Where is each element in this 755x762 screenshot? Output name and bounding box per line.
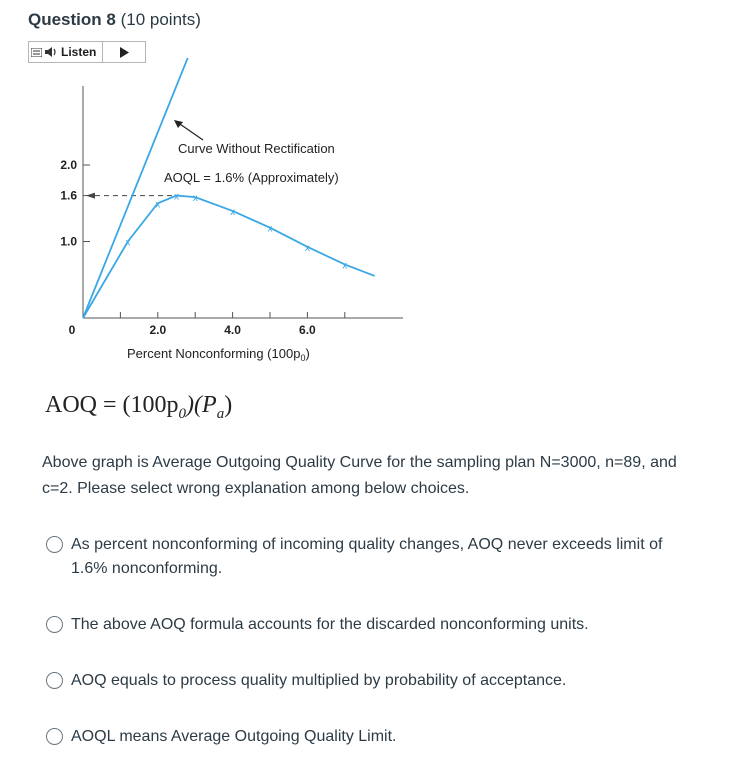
question-title: Question 8 <box>28 10 116 29</box>
aoq-chart <box>0 0 755 380</box>
x-axis-title <box>127 346 310 363</box>
x-axis-title-sub: 0 <box>300 353 306 363</box>
x-tick-label-2.0: 2.0 <box>149 323 167 337</box>
aoq-marker-0: x <box>125 237 131 249</box>
formula-lhs: AOQ <box>45 392 97 418</box>
aoq-marker-2: x <box>174 191 179 203</box>
choice-4-radio[interactable] <box>46 728 63 745</box>
chart-annotation-curve: Curve Without Rectification <box>178 141 335 156</box>
choice-2-radio[interactable] <box>46 616 63 633</box>
y-tick-label-1.6: 1.6 <box>60 188 77 203</box>
choice-1-text[interactable]: As percent nonconforming of incoming quality changes, AOQ never exceeds limit of 1.6% nonconforming. <box>71 536 663 577</box>
x-axis-title-prefix: Percent Nonconforming (100p <box>127 346 301 361</box>
series-line-1 <box>83 196 375 318</box>
formula-end: ) <box>224 392 233 418</box>
listen-button[interactable]: Listen <box>61 45 97 59</box>
formula-suba: a <box>216 405 225 422</box>
x-axis-title-suffix: ) <box>305 346 310 361</box>
aoq-formula: AOQ = $(100p_0)(P_a)$ <box>45 392 233 422</box>
question-prompt: Above graph is Average Outgoing Quality Curve for the sampling plan N=3000, n=89, and c=2. Please select wrong explanation among below choices. <box>42 454 677 497</box>
choice-1[interactable] <box>46 533 671 581</box>
choice-3[interactable] <box>46 669 671 693</box>
aoq-marker-4: x <box>230 206 236 218</box>
question-points: (10 points) <box>120 10 201 29</box>
annotation-pointer-arrowhead <box>174 120 183 128</box>
x-tick-label-6.0: 6.0 <box>299 323 316 337</box>
choice-3-radio[interactable] <box>46 672 63 689</box>
choice-4[interactable] <box>46 725 671 749</box>
choice-1-radio[interactable] <box>46 536 63 553</box>
aoq-marker-5: x <box>267 223 273 235</box>
x-tick-label-4.0: 4.0 <box>224 323 241 337</box>
y-tick-label-2.0: 2.0 <box>60 158 77 172</box>
formula-rhs: (100p <box>122 392 179 418</box>
chart-plot-area <box>60 58 403 337</box>
y-tick-label-1.0: 1.0 <box>60 234 77 249</box>
aoq-marker-7: x <box>342 260 348 272</box>
aoq-marker-3: x <box>192 193 198 205</box>
formula-mid: )(P <box>186 392 217 418</box>
chart-annotation-aoql: AOQL = 1.6% (Approximately) <box>164 170 339 185</box>
aoq-marker-1: x <box>155 199 161 211</box>
formula-sub0: 0 <box>178 405 187 422</box>
series-line-0 <box>83 58 188 318</box>
aoq-marker-6: x <box>304 242 310 254</box>
choice-2-text[interactable]: The above AOQ formula accounts for the discarded nonconforming units. <box>71 616 589 633</box>
choice-3-text[interactable]: AOQ equals to process quality multiplied by probability of acceptance. <box>71 672 567 689</box>
aoql-arrowhead <box>86 193 95 199</box>
choice-2[interactable] <box>46 613 671 637</box>
choice-4-text[interactable]: AOQL means Average Outgoing Quality Limit. <box>71 728 397 745</box>
x-zero-label: 0 <box>68 323 76 337</box>
annotation-pointer-line <box>177 122 203 140</box>
